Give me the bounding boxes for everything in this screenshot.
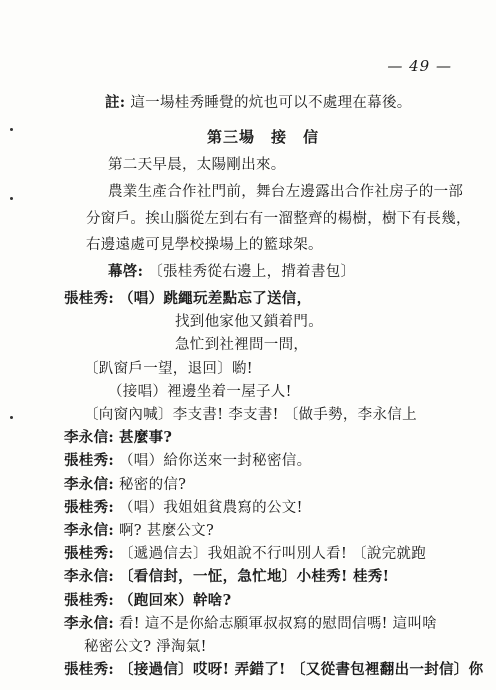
page-number: — 49 —	[387, 57, 452, 75]
note-label: 註:	[105, 94, 126, 111]
dialogue-line	[64, 544, 426, 564]
dialogue-line	[64, 660, 483, 680]
dialogue-line	[64, 567, 389, 587]
speaker-name: 李永信:	[64, 522, 115, 539]
dialogue-line	[64, 498, 303, 518]
dialogue-text: （唱）我姐姐貧農寫的公文!	[118, 499, 303, 516]
paragraph: 分窗戶。挨山腦從左到右有一溜整齊的楊樹，樹下有長幾，	[86, 211, 471, 227]
note-text: 這一場桂秀睡覺的炕也可以不處理在幕後。	[130, 95, 412, 111]
scene-title: 第三場 接 信	[207, 128, 320, 146]
dialogue-text: 〔向窗內喊〕李支書! 李支書! 〔做手勢，李永信上	[84, 407, 417, 423]
speaker-name: 李永信:	[64, 429, 115, 447]
dialogue-text: （接唱）裡邊坐着一屋子人!	[108, 383, 292, 400]
speaker-name: 李永信:	[64, 475, 115, 493]
dialogue-text: 秘密的信?	[118, 476, 187, 493]
dialogue-line	[84, 637, 207, 657]
dialogue-text: 看! 這不是你給志願軍叔叔寫的慰問信嗎! 這叫啥	[118, 615, 438, 632]
dialogue-text: 〔遞過信去〕我姐說不行叫別人看! 〔說完就跑	[118, 546, 427, 563]
speaker-name: 張桂秀:	[64, 290, 115, 307]
dialogue-text: 甚麼事?	[118, 429, 173, 447]
dialogue-line	[64, 289, 311, 309]
dialogue-line	[64, 614, 437, 634]
dialogue-line	[108, 382, 292, 402]
dialogue-text: （唱）給你送來一封秘密信。	[118, 453, 312, 470]
paragraph: 農業生產合作社門前，舞台左邊露出合作社房子的一部	[108, 184, 464, 200]
dialogue-line	[84, 405, 417, 425]
speaker-name: 張桂秀:	[64, 545, 115, 563]
margin-mark	[10, 416, 13, 419]
dialogue-line	[64, 591, 231, 611]
dialogue-text: （唱）跳繩玩差點忘了送信，	[118, 290, 312, 307]
speaker-name: 李永信:	[64, 614, 115, 632]
dialogue-text: 秘密公文? 淨淘氣!	[84, 639, 207, 655]
dialogue-text: 〔看信封，一怔，急忙地〕小桂秀! 桂秀!	[118, 568, 390, 586]
stage-open-line	[108, 262, 355, 282]
paragraph: 第二天早晨，太陽剛出來。	[108, 157, 286, 173]
speaker-name: 張桂秀:	[64, 498, 115, 516]
dialogue-line	[84, 359, 253, 379]
margin-mark	[10, 197, 13, 200]
dialogue-line	[64, 428, 172, 448]
dialogue-line	[175, 312, 323, 332]
dialogue-line	[64, 521, 214, 541]
dialogue-text: 〔接過信〕哎呀! 弄錯了! 〔又從書包裡翻出一封信〕你	[118, 661, 484, 679]
dialogue-line	[64, 475, 186, 495]
speaker-name: 張桂秀:	[64, 591, 115, 609]
speaker-name: 張桂秀:	[64, 661, 115, 679]
dialogue-text: （跑回來）幹啥?	[118, 591, 232, 609]
stage-open-text: 〔張桂秀從右邊上，揹着書包〕	[148, 264, 356, 280]
dialogue-text: 急忙到社裡問一問，	[175, 337, 309, 354]
note-line	[105, 93, 412, 113]
dialogue-text: 啊? 甚麼公文?	[118, 523, 215, 539]
speaker-name: 張桂秀:	[64, 452, 115, 470]
stage-open-label: 幕啓:	[108, 263, 144, 280]
paragraph: 右邊遠處可見學校操場上的籃球架。	[86, 237, 323, 253]
dialogue-line	[175, 335, 308, 355]
dialogue-line	[64, 451, 311, 471]
margin-mark	[10, 128, 13, 131]
dialogue-text: 找到他家他又鎖着門。	[175, 314, 323, 331]
speaker-name: 李永信:	[64, 568, 115, 586]
dialogue-text: 〔趴窗戶一望，退回〕喲!	[84, 360, 253, 377]
